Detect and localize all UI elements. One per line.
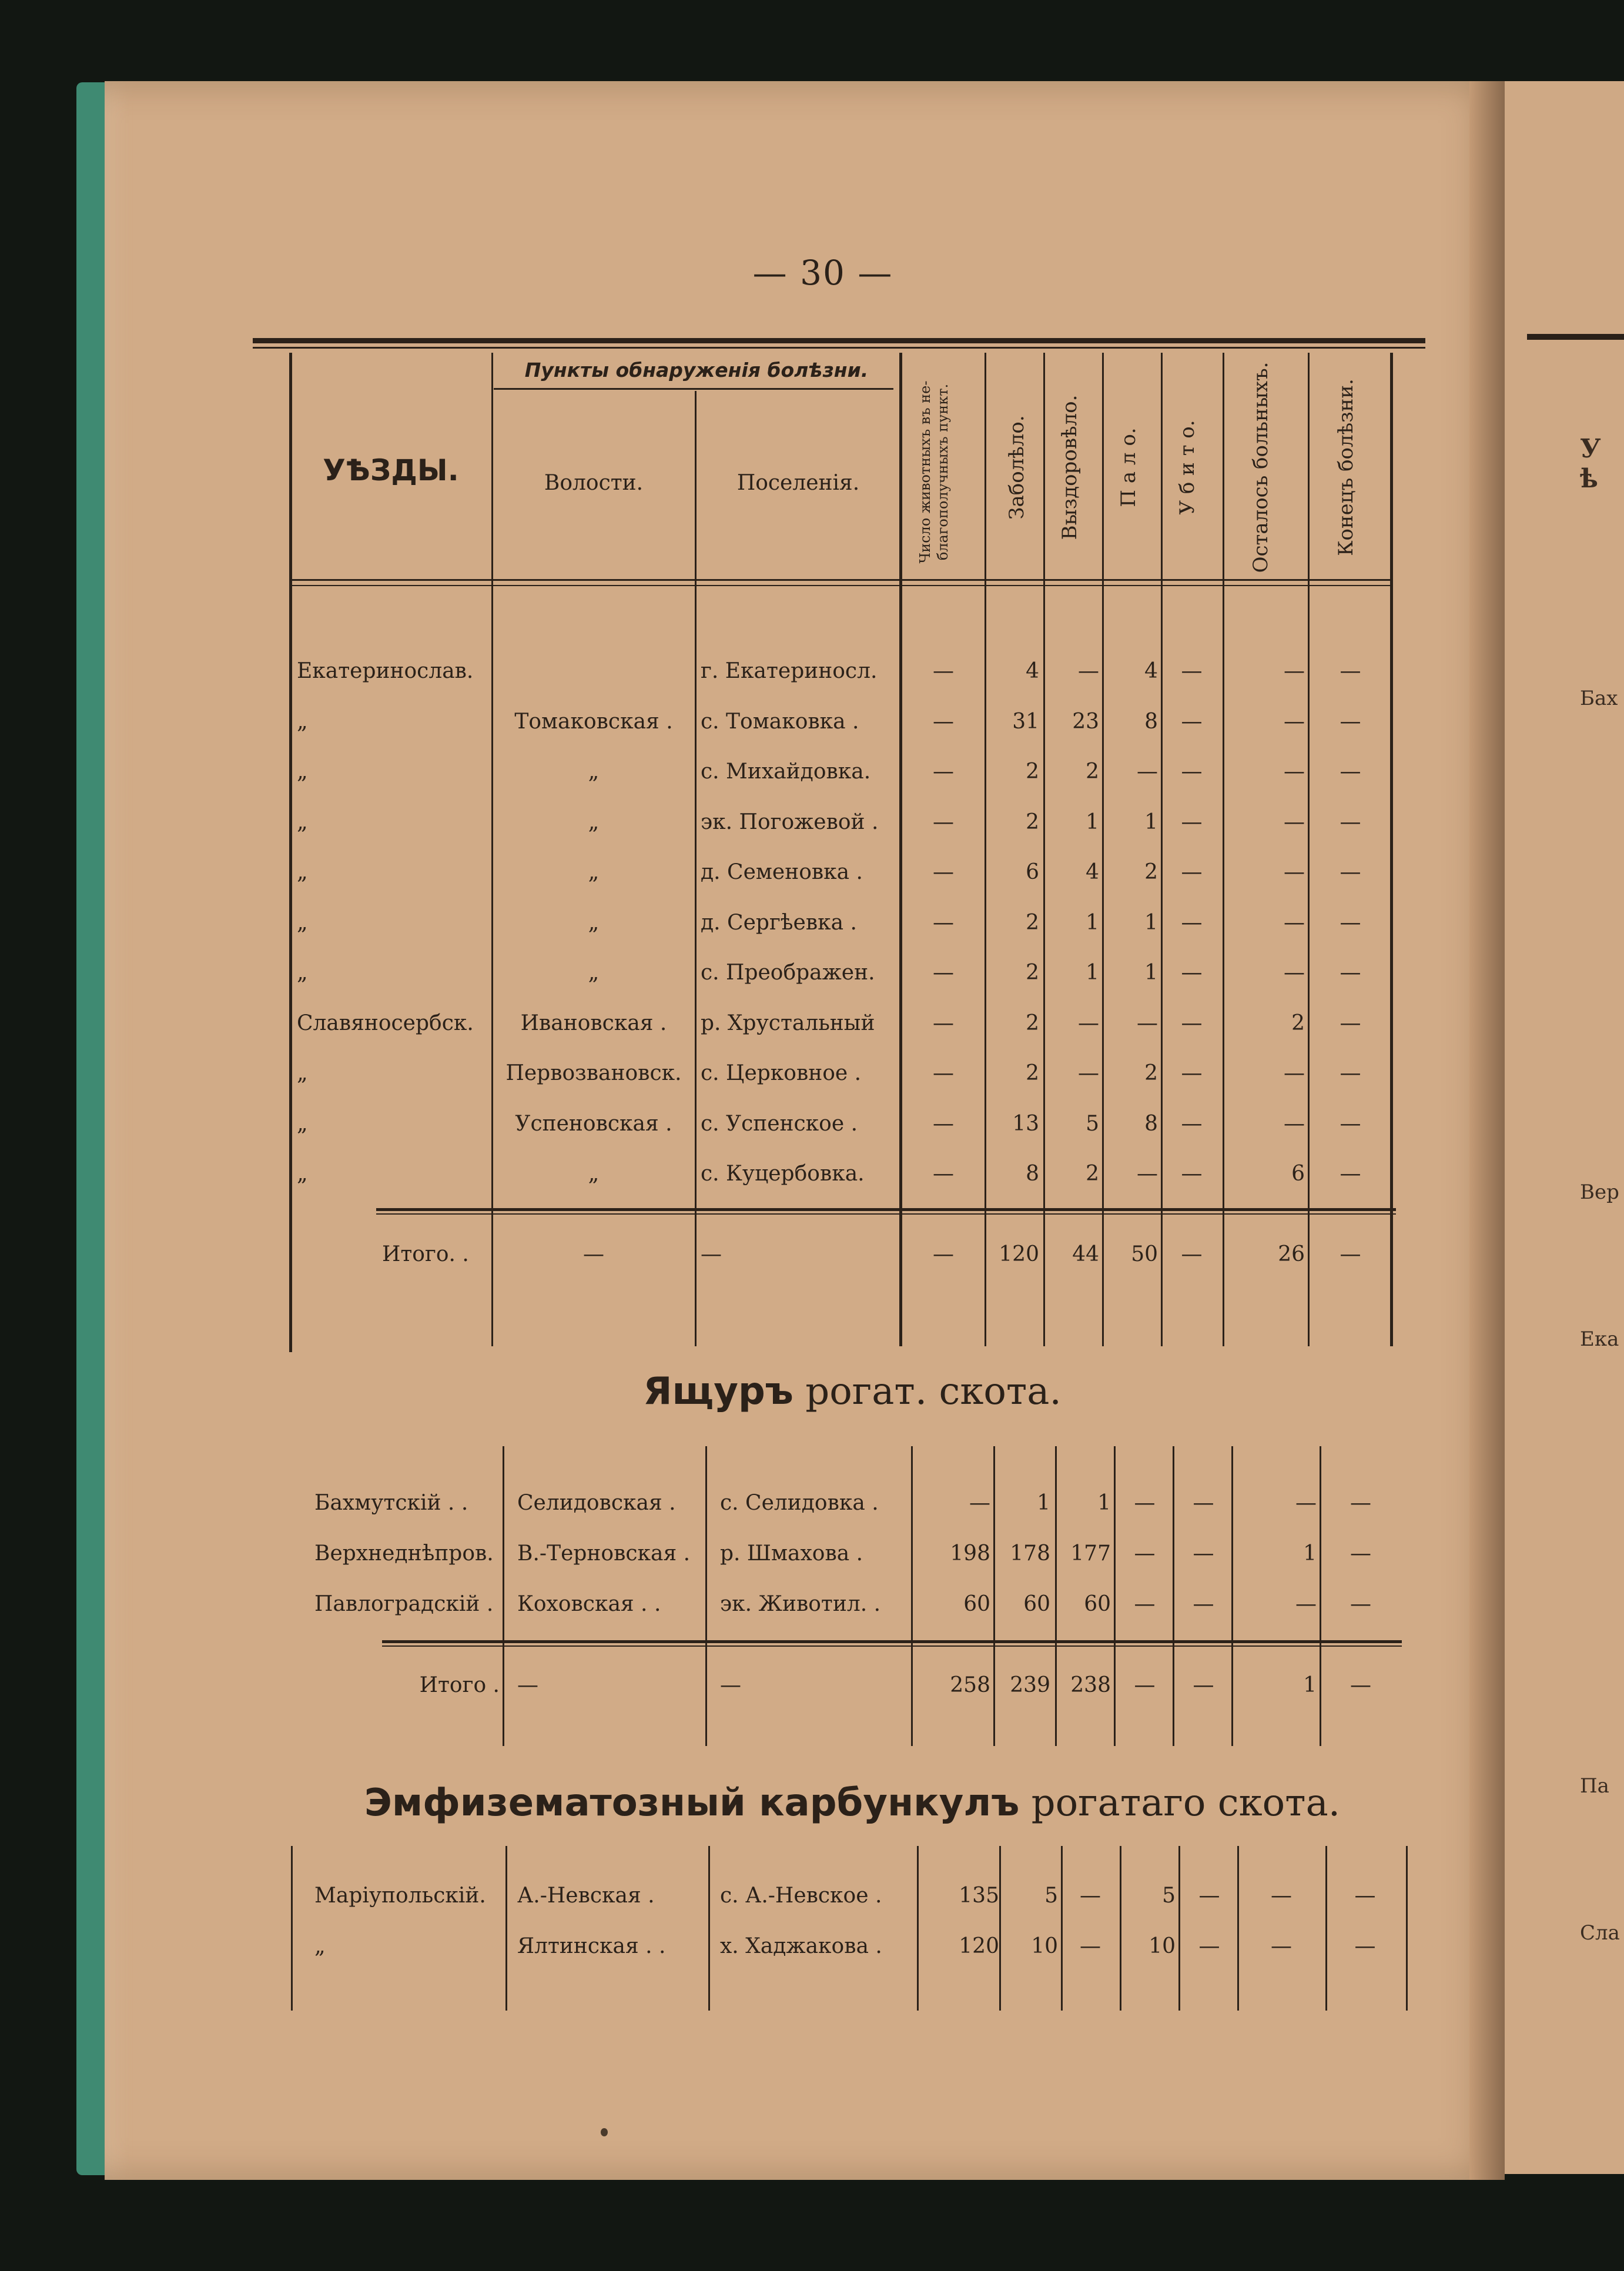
cell-volost: „: [588, 961, 600, 985]
cell-zabolelo: 2: [1026, 760, 1039, 784]
cell-ostalos: —: [1284, 910, 1305, 935]
cell-uezd: Павлоградскій .: [314, 1592, 494, 1616]
cell-vyzdorovelo: 44: [1072, 1242, 1099, 1266]
column-divider: [993, 1446, 995, 1746]
section3-title-rest: рогатаго скота.: [1031, 1781, 1341, 1825]
cell-ostalos: 6: [1291, 1162, 1305, 1186]
cell-zabolelo: 31: [1012, 709, 1039, 734]
cell-konets: —: [1350, 1491, 1371, 1515]
cell-zabolelo: 2: [1026, 1011, 1039, 1035]
cell-chislo: —: [933, 709, 954, 734]
column-divider: [291, 1846, 293, 2011]
header-bottom-rule-thin: [291, 585, 1390, 586]
cell-konets: —: [1350, 1541, 1371, 1566]
cell-ubito: —: [1181, 961, 1203, 985]
header-volosti: Волости.: [544, 471, 644, 495]
cell-vyzdorovelo: —: [1078, 659, 1099, 683]
cell-poselenie: с. Куцербовка.: [701, 1162, 865, 1186]
cell-konets: —: [1340, 760, 1361, 784]
cell-palo: —: [1134, 1541, 1156, 1566]
cell-chislo: 258: [950, 1673, 990, 1697]
header-zabolelo: Заболѣло.: [1005, 415, 1029, 520]
header-palo: П а л о.: [1117, 427, 1140, 507]
cell-palo: 8: [1144, 709, 1158, 734]
table-right-border: [1390, 353, 1393, 1346]
cell-volost: Ивановская .: [520, 1011, 667, 1035]
cell-uezd: Маріупольскій.: [314, 1884, 486, 1908]
cell-konets: —: [1340, 961, 1361, 985]
header-konets: Конецъ болѣзни.: [1334, 379, 1358, 556]
header-group-title: Пункты обнаруженія болѣзни.: [524, 359, 869, 382]
cell-konets: —: [1340, 1111, 1361, 1136]
cell-zabolelo: 1: [1037, 1491, 1050, 1515]
section1-total-rule-thin: [376, 1213, 1396, 1215]
cell-chislo: 120: [959, 1934, 999, 1958]
cell-zabolelo: 10: [1031, 1934, 1058, 1958]
cell-uezd: „: [314, 1934, 326, 1958]
cell-chislo: —: [933, 910, 954, 935]
cell-poselenie: д. Сергѣевка .: [701, 910, 857, 935]
cell-chislo: —: [933, 810, 954, 834]
section2-title-bold: Ящуръ: [643, 1370, 793, 1413]
cell-ostalos: —: [1284, 659, 1305, 683]
page-number: — 30 —: [752, 253, 893, 293]
column-divider: [1406, 1846, 1408, 2011]
cell-ostalos: —: [1295, 1491, 1317, 1515]
cell-vyzdorovelo: 1: [1086, 910, 1099, 935]
column-divider: [899, 353, 902, 1346]
cell-ostalos: —: [1284, 961, 1305, 985]
cell-ubito: —: [1181, 1242, 1203, 1266]
cell-chislo: —: [933, 961, 954, 985]
cell-volost: Успеновская .: [515, 1111, 672, 1136]
cell-konets: —: [1340, 1061, 1361, 1085]
cell-poselenie: с. Томаковка .: [701, 709, 859, 734]
cell-vyzdorovelo: —: [1078, 1061, 1099, 1085]
column-divider: [1178, 1846, 1180, 2011]
section1-total-rule: [376, 1208, 1396, 1211]
cell-vyzdorovelo: 60: [1084, 1592, 1111, 1616]
cell-ostalos: —: [1295, 1592, 1317, 1616]
page-gutter: [1469, 81, 1505, 2180]
cell-zabolelo: 2: [1026, 910, 1039, 935]
cell-uezd: „: [297, 709, 308, 734]
column-divider: [1325, 1846, 1327, 2011]
column-divider: [708, 1846, 710, 2011]
cell-ubito: —: [1181, 910, 1203, 935]
cell-poselenie: с. Преображен.: [701, 961, 875, 985]
cell-zabolelo: 6: [1026, 860, 1039, 884]
cell-volost: —: [583, 1242, 604, 1266]
cell-ostalos: —: [1271, 1884, 1292, 1908]
cell-poselenie: г. Екатериносл.: [701, 659, 878, 683]
cell-zabolelo: 2: [1026, 961, 1039, 985]
cell-uezd: Славяносербск.: [297, 1011, 474, 1035]
cell-konets: —: [1340, 1011, 1361, 1035]
cell-chislo: 198: [950, 1541, 990, 1566]
cell-ostalos: —: [1284, 760, 1305, 784]
cell-ostalos: 2: [1291, 1011, 1305, 1035]
cell-konets: —: [1340, 1162, 1361, 1186]
cell-palo: 5: [1162, 1884, 1176, 1908]
cell-konets: —: [1350, 1673, 1371, 1697]
cell-chislo: —: [933, 1111, 954, 1136]
cell-konets: —: [1340, 1242, 1361, 1266]
cell-poselenie: р. Хрустальный: [701, 1011, 875, 1035]
cell-volost: Ялтинская . .: [517, 1934, 666, 1958]
paper-mark: [601, 2128, 608, 2136]
cell-poselenie: эк. Погожевой .: [701, 810, 879, 834]
cell-poselenie: х. Хаджакова .: [720, 1934, 882, 1958]
cell-palo: 50: [1131, 1242, 1158, 1266]
cell-palo: 2: [1144, 1061, 1158, 1085]
cell-chislo: 60: [963, 1592, 990, 1616]
cell-ubito: —: [1193, 1491, 1214, 1515]
column-divider: [695, 391, 697, 1346]
column-divider: [999, 1846, 1001, 2011]
cell-konets: —: [1340, 860, 1361, 884]
cell-poselenie: с. Церковное .: [701, 1061, 862, 1085]
column-divider: [1102, 353, 1104, 1346]
cell-ubito: —: [1181, 1162, 1203, 1186]
cell-palo: —: [1134, 1592, 1156, 1616]
header-bottom-rule: [291, 579, 1390, 581]
cell-ubito: —: [1181, 709, 1203, 734]
cell-volost: „: [588, 1162, 600, 1186]
cell-vyzdorovelo: 5: [1086, 1111, 1099, 1136]
cell-palo: 1: [1144, 961, 1158, 985]
column-divider: [917, 1846, 919, 2011]
cell-ubito: —: [1198, 1884, 1220, 1908]
column-divider: [503, 1446, 504, 1746]
cell-vyzdorovelo: —: [1078, 1011, 1099, 1035]
cell-volost: —: [517, 1673, 538, 1697]
cell-ostalos: 26: [1278, 1242, 1305, 1266]
cell-volost: Коховская . .: [517, 1592, 661, 1616]
cell-poselenie: —: [701, 1242, 722, 1266]
cell-chislo: —: [933, 1061, 954, 1085]
section2-title-rest: рогат. скота.: [805, 1370, 1062, 1413]
cell-volost: „: [588, 860, 600, 884]
cell-zabolelo: 4: [1026, 659, 1039, 683]
table-left-border: [289, 353, 292, 1352]
cell-zabolelo: 60: [1023, 1592, 1050, 1616]
cell-chislo: —: [933, 1011, 954, 1035]
cell-konets: —: [1340, 659, 1361, 683]
facing-page-fragment: Ека: [1580, 1327, 1619, 1351]
cell-zabolelo: 5: [1044, 1884, 1058, 1908]
cell-chislo: —: [933, 1162, 954, 1186]
cell-uezd: „: [297, 1162, 308, 1186]
cell-uezd: Итого. .: [382, 1242, 469, 1266]
cell-palo: —: [1134, 1673, 1156, 1697]
cell-palo: 4: [1144, 659, 1158, 683]
facing-page-fragment: Вер: [1580, 1180, 1619, 1204]
column-divider: [1320, 1446, 1321, 1746]
section2-total-rule-thin: [382, 1645, 1402, 1647]
cell-ostalos: —: [1284, 1111, 1305, 1136]
cell-uezd: Екатеринослав.: [297, 659, 474, 683]
cell-konets: —: [1354, 1934, 1376, 1958]
cell-zabolelo: 239: [1010, 1673, 1050, 1697]
cell-uezd: „: [297, 910, 308, 935]
cell-poselenie: с. Успенское .: [701, 1111, 858, 1136]
cell-palo: 10: [1148, 1934, 1176, 1958]
cell-konets: —: [1350, 1592, 1371, 1616]
cell-ostalos: 1: [1303, 1541, 1317, 1566]
cell-zabolelo: 13: [1012, 1111, 1039, 1136]
cell-vyzdorovelo: 2: [1086, 1162, 1099, 1186]
cell-zabolelo: 2: [1026, 810, 1039, 834]
cell-ubito: —: [1181, 1061, 1203, 1085]
cell-ubito: —: [1193, 1592, 1214, 1616]
column-divider: [705, 1446, 707, 1746]
cell-ostalos: —: [1284, 709, 1305, 734]
cell-vyzdorovelo: 2: [1086, 760, 1099, 784]
cell-vyzdorovelo: 1: [1086, 961, 1099, 985]
cell-ostalos: —: [1284, 860, 1305, 884]
cell-ubito: —: [1193, 1541, 1214, 1566]
column-divider: [1043, 353, 1045, 1346]
cell-palo: —: [1137, 1011, 1158, 1035]
table-top-rule: [253, 338, 1425, 343]
cell-vyzdorovelo: —: [1080, 1934, 1101, 1958]
section3-title: [353, 1781, 1352, 1825]
cell-uezd: Бахмутскій . .: [314, 1491, 468, 1515]
cell-ubito: —: [1181, 810, 1203, 834]
cell-palo: —: [1137, 760, 1158, 784]
cell-poselenie: с. А.-Невское .: [720, 1884, 882, 1908]
header-poseleniya: Поселенія.: [736, 471, 860, 495]
header-uezdy: УѢЗДЫ.: [323, 453, 459, 487]
cell-chislo: —: [933, 860, 954, 884]
header-ostalos: Осталось больныхъ.: [1249, 362, 1273, 573]
cell-volost: Первозвановск.: [505, 1061, 682, 1085]
section2-total-rule: [382, 1640, 1402, 1643]
cell-chislo: —: [933, 760, 954, 784]
cell-volost: В.-Терновская .: [517, 1541, 691, 1566]
cell-ostalos: —: [1284, 810, 1305, 834]
cell-palo: —: [1137, 1162, 1158, 1186]
column-divider: [1055, 1446, 1057, 1746]
facing-page-rule: [1527, 334, 1624, 340]
cell-palo: 8: [1144, 1111, 1158, 1136]
cell-poselenie: д. Семеновка .: [701, 860, 863, 884]
group-underline: [494, 388, 893, 390]
cell-palo: —: [1134, 1491, 1156, 1515]
cell-uezd: „: [297, 810, 308, 834]
cell-konets: —: [1340, 810, 1361, 834]
cell-zabolelo: 2: [1026, 1061, 1039, 1085]
cell-volost: Томаковская .: [514, 709, 673, 734]
column-divider: [1223, 353, 1224, 1346]
cell-chislo: —: [933, 659, 954, 683]
cell-volost: А.-Невская .: [517, 1884, 655, 1908]
cell-konets: —: [1340, 709, 1361, 734]
header-chislo: Число животныхъ въ не-благополучныхъ пункт.: [917, 380, 951, 564]
section2-title: [411, 1370, 1293, 1413]
cell-uezd: „: [297, 961, 308, 985]
facing-page-fragment: Бах: [1580, 687, 1618, 710]
column-divider: [1114, 1446, 1116, 1746]
cell-vyzdorovelo: 1: [1097, 1491, 1111, 1515]
column-divider: [491, 353, 493, 1346]
column-divider: [1237, 1846, 1239, 2011]
cell-vyzdorovelo: 1: [1086, 810, 1099, 834]
cell-ostalos: 1: [1303, 1673, 1317, 1697]
cell-volost: „: [588, 910, 600, 935]
cell-vyzdorovelo: 4: [1086, 860, 1099, 884]
cell-ubito: —: [1193, 1673, 1214, 1697]
column-divider: [1061, 1846, 1063, 2011]
section3-title-bold: Эмфизематозный карбункулъ: [364, 1781, 1020, 1825]
cell-chislo: —: [969, 1491, 990, 1515]
cell-vyzdorovelo: 238: [1070, 1673, 1111, 1697]
cell-uezd: Верхнеднѣпров.: [314, 1541, 494, 1566]
cell-uezd: „: [297, 760, 308, 784]
facing-page-fragment: Сла: [1580, 1921, 1620, 1945]
cell-poselenie: эк. Животил. .: [720, 1592, 881, 1616]
facing-page-fragment: У ѣ: [1580, 434, 1601, 494]
cell-poselenie: —: [720, 1673, 741, 1697]
cell-ubito: —: [1198, 1934, 1220, 1958]
cell-uezd: „: [297, 1111, 308, 1136]
cell-palo: 1: [1144, 810, 1158, 834]
cell-volost: „: [588, 810, 600, 834]
cell-vyzdorovelo: —: [1080, 1884, 1101, 1908]
cell-zabolelo: 178: [1010, 1541, 1050, 1566]
column-divider: [985, 353, 986, 1346]
cell-palo: 2: [1144, 860, 1158, 884]
cell-ostalos: —: [1284, 1061, 1305, 1085]
cell-uezd: „: [297, 1061, 308, 1085]
column-divider: [1231, 1446, 1233, 1746]
cell-poselenie: с. Селидовка .: [720, 1491, 879, 1515]
column-divider: [1161, 353, 1163, 1346]
cell-ubito: —: [1181, 659, 1203, 683]
table-top-rule-thin: [253, 347, 1425, 349]
cell-ubito: —: [1181, 1011, 1203, 1035]
cell-chislo: 135: [959, 1884, 999, 1908]
column-divider: [1173, 1446, 1174, 1746]
cell-ubito: —: [1181, 1111, 1203, 1136]
cell-konets: —: [1354, 1884, 1376, 1908]
cell-poselenie: р. Шмахова .: [720, 1541, 863, 1566]
cell-vyzdorovelo: 177: [1070, 1541, 1111, 1566]
header-ubito: У б и т о.: [1176, 420, 1199, 515]
cell-ubito: —: [1181, 760, 1203, 784]
cell-uezd: Итого .: [419, 1673, 500, 1697]
header-vyzdorovelo: Выздоровѣло.: [1058, 394, 1081, 540]
facing-page-fragment: Па: [1580, 1774, 1609, 1798]
cell-volost: Селидовская .: [517, 1491, 676, 1515]
cell-vyzdorovelo: 23: [1072, 709, 1099, 734]
column-divider: [505, 1846, 507, 2011]
cell-zabolelo: 8: [1026, 1162, 1039, 1186]
cell-volost: „: [588, 760, 600, 784]
cell-ostalos: —: [1271, 1934, 1292, 1958]
cell-ubito: —: [1181, 860, 1203, 884]
column-divider: [1120, 1846, 1121, 2011]
cell-konets: —: [1340, 910, 1361, 935]
cell-zabolelo: 120: [999, 1242, 1039, 1266]
cell-uezd: „: [297, 860, 308, 884]
cell-poselenie: с. Михайдовка.: [701, 760, 871, 784]
cell-chislo: —: [933, 1242, 954, 1266]
column-divider: [1308, 353, 1310, 1346]
facing-page: [1498, 81, 1624, 2174]
cell-palo: 1: [1144, 910, 1158, 935]
